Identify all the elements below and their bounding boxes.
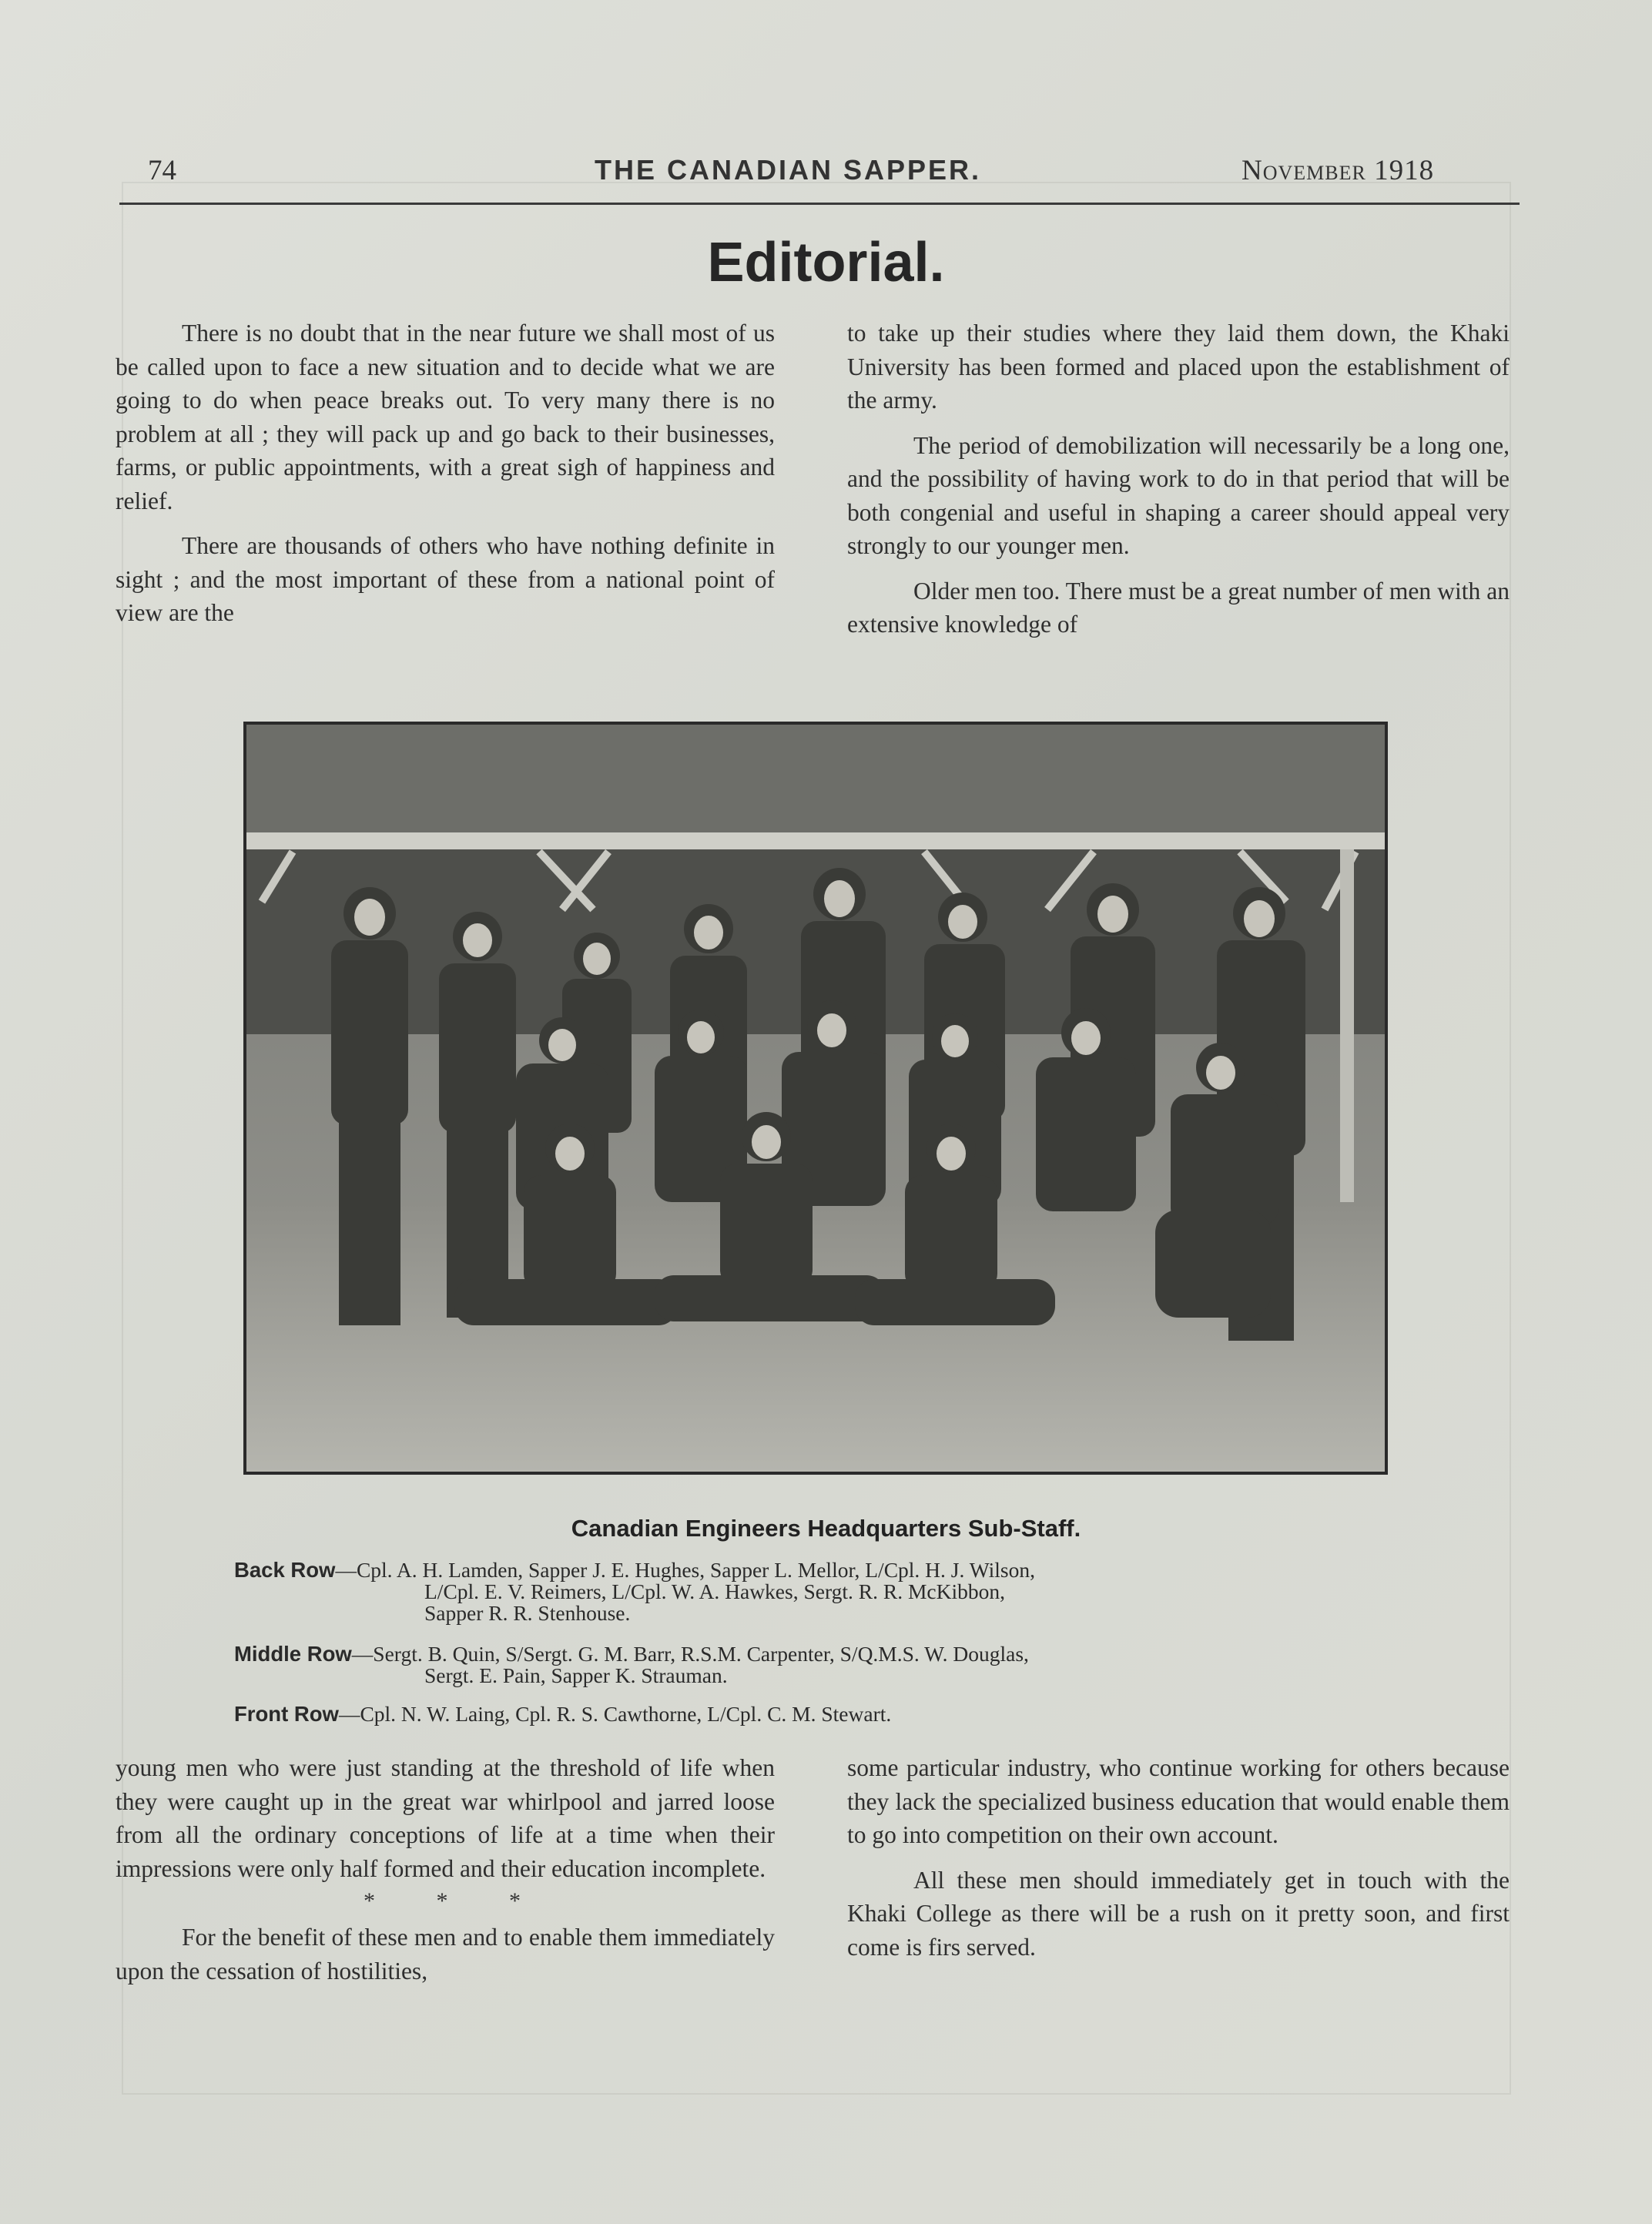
roster-line: —Cpl. A. H. Lamden, Sapper J. E. Hughes, Sapper L. Mellor, L/Cpl. H. J. Wilson, [335, 1558, 1035, 1582]
roster-front-row [234, 1703, 1405, 1725]
column-bottom-left [116, 1751, 775, 1999]
group-photograph [243, 722, 1388, 1475]
paragraph: some particular industry, who continue working for others because they lack the specialized business education that would enable them to go into competition on their own account. [847, 1754, 1510, 1848]
issue-date: November 1918 [1242, 155, 1435, 186]
paragraph: All these men should immediately get in touch with the Khaki College as there will be a rush on it pretty soon, and first come is firs served. [847, 1866, 1510, 1961]
photo-illustration [246, 725, 1385, 1472]
roster-middle-row [234, 1643, 1405, 1686]
roster-line: L/Cpl. E. V. Reimers, L/Cpl. W. A. Hawkes, Sergt. R. R. McKibbon, [424, 1579, 1005, 1603]
roster-back-row [234, 1559, 1405, 1624]
roster-line: —Cpl. N. W. Laing, Cpl. R. S. Cawthorne, L/Cpl. C. M. Stewart. [338, 1702, 892, 1726]
header-rule [119, 203, 1520, 205]
paragraph: young men who were just standing at the threshold of life when they were caught up in the great war whirlpool and jarred loose from all the ordinary conceptions of life at a time when their impressions were only half formed and their education incomplete. [116, 1754, 775, 1882]
roster-line: —Sergt. B. Quin, S/Sergt. G. M. Barr, R.S.M. Carpenter, S/Q.M.S. W. Douglas, [351, 1642, 1029, 1666]
roster-line: Sapper R. R. Stenhouse. [424, 1601, 631, 1625]
page-number: 74 [148, 155, 176, 186]
column-top-right [847, 317, 1510, 653]
editorial-title: Editorial. [707, 232, 945, 293]
paragraph: There are thousands of others who have nothing definite in sight ; and the most important of these from a national point of view are the [116, 532, 775, 626]
paragraph: Older men too. There must be a great number of men with an extensive knowledge of [847, 577, 1510, 638]
column-top-left [116, 317, 775, 641]
paragraph: to take up their studies where they laid them down, the Khaki University has been formed and placed upon the establishment of the army. [847, 320, 1510, 414]
middle-row-label: Middle Row [234, 1642, 352, 1666]
paragraph: For the benefit of these men and to enable them immediately upon the cessation of hostilities, [116, 1924, 775, 1985]
photo-caption-title: Canadian Engineers Headquarters Sub-Staff. [571, 1515, 1081, 1542]
paragraph: The period of demobilization will necessarily be a long one, and the possibility of having work to do in that period that will be both congenial and useful in shaping a career should appeal very strongly to our younger men. [847, 431, 1510, 559]
roster-line: Sergt. E. Pain, Sapper K. Strauman. [424, 1663, 728, 1687]
paragraph: There is no doubt that in the near future we shall most of us be called upon to face a new situation and to decide what we are going to do when peace breaks out. To very many there is no problem at all ; they will pack up and go back to their businesses, farms, or public appointments, with a great sigh of happiness and relief. [116, 320, 775, 514]
back-row-label: Back Row [234, 1558, 336, 1582]
section-divider: * * * [364, 1888, 548, 1914]
magazine-title: THE CANADIAN SAPPER. [595, 154, 982, 186]
front-row-label: Front Row [234, 1702, 339, 1726]
column-bottom-right [847, 1751, 1510, 1975]
